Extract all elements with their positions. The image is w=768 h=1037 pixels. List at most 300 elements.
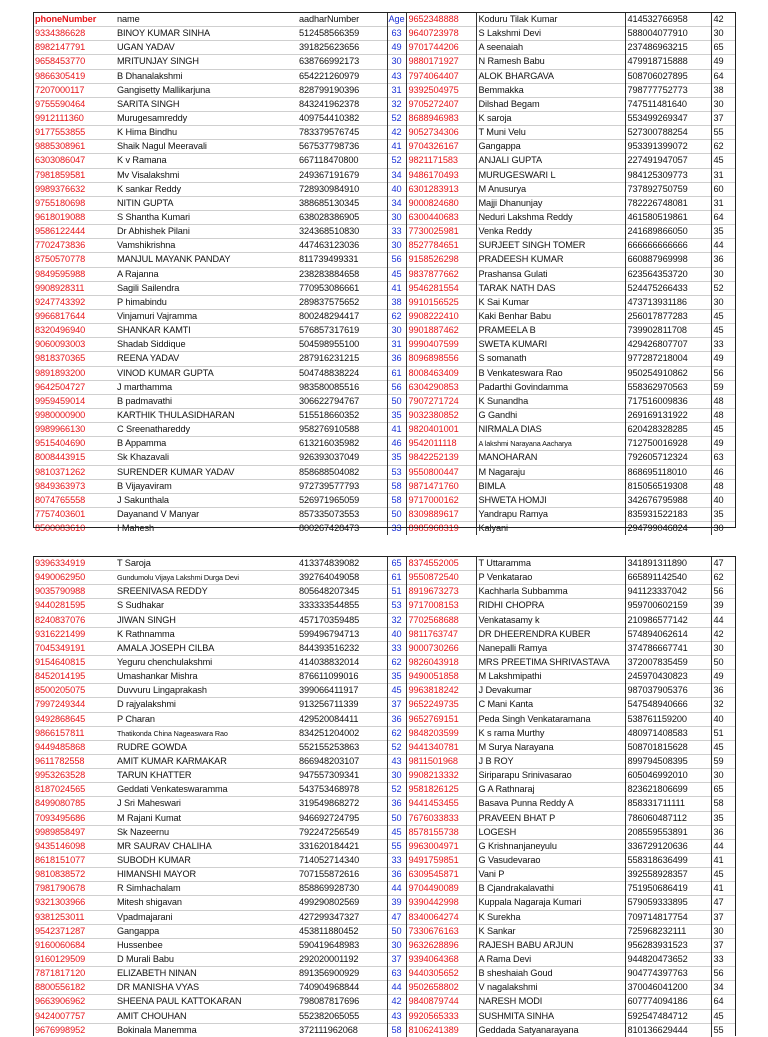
aadhar-cell-right: 623564353720 bbox=[625, 267, 711, 281]
aadhar-cell: 504748838224 bbox=[297, 366, 387, 380]
aadhar-cell-right: 725968232111 bbox=[625, 924, 711, 938]
phone-cell: 9490062950 bbox=[33, 571, 115, 585]
age-cell-right: 40 bbox=[711, 712, 736, 726]
phone-cell-right: 8008463409 bbox=[406, 366, 476, 380]
table-row bbox=[33, 825, 736, 839]
phone-cell: 9586122444 bbox=[33, 225, 115, 239]
table-row bbox=[33, 698, 736, 712]
aadhar-cell: 811739499331 bbox=[297, 253, 387, 267]
table-row bbox=[33, 479, 736, 493]
phone-cell-right: 9848203599 bbox=[406, 726, 476, 740]
phone-cell: 7702473836 bbox=[33, 239, 115, 253]
name-cell-right: SWETA KUMARI bbox=[476, 338, 625, 352]
name-cell-right: C Mani Kanta bbox=[476, 698, 625, 712]
name-cell: K sankar Reddy bbox=[115, 182, 297, 196]
aadhar-cell-right: 461580519861 bbox=[625, 210, 711, 224]
name-cell-right: M Surya Narayana bbox=[476, 740, 625, 754]
age-cell: 33 bbox=[387, 641, 406, 655]
aadhar-cell-right: 607774094186 bbox=[625, 995, 711, 1009]
name-cell-right: Dilshad Begam bbox=[476, 97, 625, 111]
table-row bbox=[33, 1009, 736, 1023]
records-table-top bbox=[33, 12, 736, 535]
name-cell-right: BIMLA bbox=[476, 479, 625, 493]
name-cell-right: K Sai Kumar bbox=[476, 295, 625, 309]
aadhar-cell-right: 414532766958 bbox=[625, 13, 711, 27]
phone-cell-right: 9811501968 bbox=[406, 754, 476, 768]
phone-cell: 7997249344 bbox=[33, 698, 115, 712]
aadhar-cell: 590419648983 bbox=[297, 938, 387, 952]
phone-cell: 9912111360 bbox=[33, 111, 115, 125]
name-cell-right: MURUGESWARI L bbox=[476, 168, 625, 182]
table-row bbox=[33, 408, 736, 422]
age-cell-right: 47 bbox=[711, 896, 736, 910]
name-cell-right: Venkatasamy k bbox=[476, 613, 625, 627]
phone-cell: 9755590464 bbox=[33, 97, 115, 111]
name-cell: M Rajani Kumat bbox=[115, 811, 297, 825]
table-row bbox=[33, 111, 736, 125]
age-cell: 30 bbox=[387, 55, 406, 69]
name-cell: Vpadmajarani bbox=[115, 910, 297, 924]
age-cell: 52 bbox=[387, 783, 406, 797]
aadhar-cell-right: 987037905376 bbox=[625, 684, 711, 698]
name-cell: MRITUNJAY SINGH bbox=[115, 55, 297, 69]
phone-cell: 9676998952 bbox=[33, 1023, 115, 1037]
table-row bbox=[33, 571, 736, 585]
name-cell-right: LOGESH bbox=[476, 825, 625, 839]
phone-cell-right: 9652249735 bbox=[406, 698, 476, 712]
phone-cell: 9849595988 bbox=[33, 267, 115, 281]
phone-cell: 9492868645 bbox=[33, 712, 115, 726]
name-cell: Vinjamuri Vajramma bbox=[115, 309, 297, 323]
age-cell-right: 64 bbox=[711, 210, 736, 224]
table-row bbox=[33, 281, 736, 295]
aadhar-cell-right: 660887969998 bbox=[625, 253, 711, 267]
phone-cell: 9154640815 bbox=[33, 655, 115, 669]
age-cell-right: 56 bbox=[711, 967, 736, 981]
aadhar-cell-right: 709714817754 bbox=[625, 910, 711, 924]
aadhar-cell-right: 815056519308 bbox=[625, 479, 711, 493]
name-cell: S Sudhakar bbox=[115, 599, 297, 613]
phone-cell: 9618019088 bbox=[33, 210, 115, 224]
aadhar-cell-right: 868695118010 bbox=[625, 465, 711, 479]
table-row bbox=[33, 182, 736, 196]
name-cell-right: P Venkatarao bbox=[476, 571, 625, 585]
phone-cell: 8750570778 bbox=[33, 253, 115, 267]
table-row bbox=[33, 811, 736, 825]
aadhar-cell-right: 342676795988 bbox=[625, 493, 711, 507]
phone-cell-right: 9158526298 bbox=[406, 253, 476, 267]
aadhar-cell-right: 751950686419 bbox=[625, 882, 711, 896]
aadhar-cell: 388685130345 bbox=[297, 196, 387, 210]
table-row bbox=[33, 585, 736, 599]
table-row bbox=[33, 783, 736, 797]
phone-cell: 9953263528 bbox=[33, 769, 115, 783]
age-cell-right: 42 bbox=[711, 13, 736, 27]
table-row bbox=[33, 613, 736, 627]
age-cell-right: 30 bbox=[711, 27, 736, 41]
aadhar-cell: 947557309341 bbox=[297, 769, 387, 783]
table-row bbox=[33, 366, 736, 380]
phone-cell: 9160129509 bbox=[33, 952, 115, 966]
aadhar-cell: 447463123036 bbox=[297, 239, 387, 253]
table-row bbox=[33, 684, 736, 698]
name-cell: K Hima Bindhu bbox=[115, 126, 297, 140]
phone-cell: 8452014195 bbox=[33, 670, 115, 684]
name-cell: Bokinala Manemma bbox=[115, 1023, 297, 1037]
name-cell-right: Kuppala Nagaraja Kumari bbox=[476, 896, 625, 910]
aadhar-cell-right: 227491947057 bbox=[625, 154, 711, 168]
age-cell: 49 bbox=[387, 41, 406, 55]
age-cell-right: 45 bbox=[711, 324, 736, 338]
name-cell: Hussenbee bbox=[115, 938, 297, 952]
table-row bbox=[33, 41, 736, 55]
age-cell: 62 bbox=[387, 726, 406, 740]
aadhar-cell: 858688504082 bbox=[297, 465, 387, 479]
age-cell-right: 63 bbox=[711, 451, 736, 465]
age-cell-right: 39 bbox=[711, 599, 736, 613]
phone-cell-right: 9908222410 bbox=[406, 309, 476, 323]
name-cell-right: Padarthi Govindamma bbox=[476, 380, 625, 394]
aadhar-cell-right: 341891311890 bbox=[625, 557, 711, 571]
aadhar-cell: 958276910588 bbox=[297, 423, 387, 437]
age-cell-right: 46 bbox=[711, 465, 736, 479]
name-cell-right: PRADEESH KUMAR bbox=[476, 253, 625, 267]
aadhar-cell-right: 904774397763 bbox=[625, 967, 711, 981]
age-cell-right: 58 bbox=[711, 797, 736, 811]
phone-cell-right: 9390442998 bbox=[406, 896, 476, 910]
phone-cell-right: 9704490089 bbox=[406, 882, 476, 896]
phone-cell-right: 9963004971 bbox=[406, 839, 476, 853]
age-cell-right: 40 bbox=[711, 493, 736, 507]
age-cell-right: 30 bbox=[711, 267, 736, 281]
age-cell: 45 bbox=[387, 267, 406, 281]
age-cell-right: 45 bbox=[711, 309, 736, 323]
table-row bbox=[33, 324, 736, 338]
table-row bbox=[33, 670, 736, 684]
age-cell: 50 bbox=[387, 507, 406, 521]
name-cell: Gangisetty Mallikarjuna bbox=[115, 83, 297, 97]
name-cell: Duvvuru Lingaprakash bbox=[115, 684, 297, 698]
phone-cell: 7093495686 bbox=[33, 811, 115, 825]
age-cell-right: 42 bbox=[711, 627, 736, 641]
table-row bbox=[33, 126, 736, 140]
phone-cell: 8008443915 bbox=[33, 451, 115, 465]
age-cell-right: 55 bbox=[711, 1023, 736, 1037]
age-cell-right: 30 bbox=[711, 522, 736, 536]
aadhar-cell: 858869928730 bbox=[297, 882, 387, 896]
age-cell-right: 51 bbox=[711, 726, 736, 740]
name-cell: NITIN GUPTA bbox=[115, 196, 297, 210]
table-row bbox=[33, 338, 736, 352]
aadhar-cell: 292020001192 bbox=[297, 952, 387, 966]
age-cell: 31 bbox=[387, 83, 406, 97]
phone-cell: 9966817644 bbox=[33, 309, 115, 323]
name-cell: Dr Abhishek Pilani bbox=[115, 225, 297, 239]
age-cell-right: 30 bbox=[711, 295, 736, 309]
phone-cell: 8618151077 bbox=[33, 853, 115, 867]
phone-cell-right: 8578155738 bbox=[406, 825, 476, 839]
aadhar-cell: 512458566359 bbox=[297, 27, 387, 41]
name-cell-right: G Krishnanjaneyulu bbox=[476, 839, 625, 853]
aadhar-cell-right: 666666666666 bbox=[625, 239, 711, 253]
phone-cell: 8982147791 bbox=[33, 41, 115, 55]
name-cell: Murugesamreddy bbox=[115, 111, 297, 125]
age-cell: 40 bbox=[387, 627, 406, 641]
name-cell-right: V nagalakshmi bbox=[476, 981, 625, 995]
age-cell-right: 45 bbox=[711, 154, 736, 168]
name-cell-right: Basava Punna Reddy A bbox=[476, 797, 625, 811]
table-row bbox=[33, 154, 736, 168]
table-row bbox=[33, 253, 736, 267]
table-row bbox=[33, 952, 736, 966]
phone-cell: 9316221499 bbox=[33, 627, 115, 641]
table-row bbox=[33, 507, 736, 521]
table-row bbox=[33, 599, 736, 613]
table-row bbox=[33, 83, 736, 97]
age-cell-right: 50 bbox=[711, 655, 736, 669]
name-cell-right: Geddada Satyanarayana bbox=[476, 1023, 625, 1037]
aadhar-cell: 876611099016 bbox=[297, 670, 387, 684]
phone-cell-right: 9490051858 bbox=[406, 670, 476, 684]
age-cell: 30 bbox=[387, 210, 406, 224]
phone-cell: 6303086047 bbox=[33, 154, 115, 168]
aadhar-cell: 324368510830 bbox=[297, 225, 387, 239]
phone-cell-right: 9908213332 bbox=[406, 769, 476, 783]
phone-cell: 8074765558 bbox=[33, 493, 115, 507]
phone-cell-right: 8106241389 bbox=[406, 1023, 476, 1037]
age-cell-right: 60 bbox=[711, 182, 736, 196]
age-cell: 44 bbox=[387, 882, 406, 896]
aadhar-cell-right: 620428328285 bbox=[625, 423, 711, 437]
aadhar-cell-right: 374786667741 bbox=[625, 641, 711, 655]
aadhar-cell: 576857317619 bbox=[297, 324, 387, 338]
phone-cell-right: 9963818242 bbox=[406, 684, 476, 698]
age-cell-right: 56 bbox=[711, 585, 736, 599]
name-cell: RUDRE GOWDA bbox=[115, 740, 297, 754]
name-cell: Dayanand V Manyar bbox=[115, 507, 297, 521]
phone-cell-right: 9486170493 bbox=[406, 168, 476, 182]
phone-cell: 8320496940 bbox=[33, 324, 115, 338]
phone-cell: 7045349191 bbox=[33, 641, 115, 655]
aadhar-cell-right: 508701815628 bbox=[625, 740, 711, 754]
name-cell-right: Venka Reddy bbox=[476, 225, 625, 239]
aadhar-cell: 866948203107 bbox=[297, 754, 387, 768]
age-cell: 30 bbox=[387, 938, 406, 952]
age-cell: 32 bbox=[387, 613, 406, 627]
table-row bbox=[33, 210, 736, 224]
phone-cell: 9989376632 bbox=[33, 182, 115, 196]
age-cell-right: 35 bbox=[711, 811, 736, 825]
age-cell: 39 bbox=[387, 896, 406, 910]
phone-cell: 9810838572 bbox=[33, 868, 115, 882]
phone-cell: 9663906962 bbox=[33, 995, 115, 1009]
name-cell-right: SURJEET SINGH TOMER bbox=[476, 239, 625, 253]
table-row bbox=[33, 910, 736, 924]
phone-cell-right: 9491759851 bbox=[406, 853, 476, 867]
name-cell: Geddati Venkateswaramma bbox=[115, 783, 297, 797]
age-cell: 55 bbox=[387, 839, 406, 853]
name-cell: R Simhachalam bbox=[115, 882, 297, 896]
phone-cell: 9849363973 bbox=[33, 479, 115, 493]
table-row bbox=[33, 839, 736, 853]
aadhar-cell: 238283884658 bbox=[297, 267, 387, 281]
aadhar-cell-right: 588004077910 bbox=[625, 27, 711, 41]
name-cell: Shaik Nagul Meeravali bbox=[115, 140, 297, 154]
phone-cell-right: 9550800447 bbox=[406, 465, 476, 479]
table-row bbox=[33, 380, 736, 394]
phone-cell-right: 9000730266 bbox=[406, 641, 476, 655]
age-cell-right: 45 bbox=[711, 423, 736, 437]
aadhar-cell: 913256711339 bbox=[297, 698, 387, 712]
aadhar-cell-right: 237486963215 bbox=[625, 41, 711, 55]
age-cell: 45 bbox=[387, 684, 406, 698]
phone-cell: 9435146098 bbox=[33, 839, 115, 853]
age-cell: 45 bbox=[387, 825, 406, 839]
phone-cell-right: 7730025981 bbox=[406, 225, 476, 239]
aadhar-cell-right: 241689866050 bbox=[625, 225, 711, 239]
phone-cell-right: 9880171927 bbox=[406, 55, 476, 69]
phone-cell: 7871817120 bbox=[33, 967, 115, 981]
table-row bbox=[33, 423, 736, 437]
name-cell-right: SHWETA HOMJI bbox=[476, 493, 625, 507]
phone-cell: 9611782558 bbox=[33, 754, 115, 768]
name-cell-right: Peda Singh Venkataramana bbox=[476, 712, 625, 726]
table-row bbox=[33, 352, 736, 366]
table-row bbox=[33, 69, 736, 83]
phone-cell: 9959459014 bbox=[33, 394, 115, 408]
name-cell: B Dhanalakshmi bbox=[115, 69, 297, 83]
aadhar-cell-right: 256017877283 bbox=[625, 309, 711, 323]
age-cell-right: 65 bbox=[711, 41, 736, 55]
name-cell-right: Bemmakka bbox=[476, 83, 625, 97]
aadhar-cell: 972739577793 bbox=[297, 479, 387, 493]
age-cell: 53 bbox=[387, 599, 406, 613]
phone-cell-right: 9542011118 bbox=[406, 437, 476, 451]
name-cell: JIWAN SINGH bbox=[115, 613, 297, 627]
phone-cell-right: 9441340781 bbox=[406, 740, 476, 754]
age-cell-right: 37 bbox=[711, 938, 736, 952]
aadhar-cell-right: 392558928357 bbox=[625, 868, 711, 882]
aadhar-cell: 289837575652 bbox=[297, 295, 387, 309]
name-cell-right: MANOHARAN bbox=[476, 451, 625, 465]
aadhar-cell: 331620184421 bbox=[297, 839, 387, 853]
age-cell-right: 31 bbox=[711, 168, 736, 182]
age-cell-right: 34 bbox=[711, 981, 736, 995]
name-cell-right: Siriparapu Srinivasarao bbox=[476, 769, 625, 783]
age-cell: 63 bbox=[387, 967, 406, 981]
aadhar-cell-right: 558318636499 bbox=[625, 853, 711, 867]
phone-cell: 9035790988 bbox=[33, 585, 115, 599]
name-cell: AMIT CHOUHAN bbox=[115, 1009, 297, 1023]
aadhar-cell-right: 823621806699 bbox=[625, 783, 711, 797]
age-cell-right: 65 bbox=[711, 783, 736, 797]
table-row bbox=[33, 924, 736, 938]
age-cell: 31 bbox=[387, 338, 406, 352]
table-row bbox=[33, 557, 736, 571]
aadhar-cell-right: 480971408583 bbox=[625, 726, 711, 740]
age-cell: 35 bbox=[387, 670, 406, 684]
age-cell-right: 64 bbox=[711, 69, 736, 83]
aadhar-cell: 805648207345 bbox=[297, 585, 387, 599]
age-cell: 61 bbox=[387, 571, 406, 585]
table-row bbox=[33, 1023, 736, 1037]
age-cell: 33 bbox=[387, 853, 406, 867]
name-cell-right: J Devakumar bbox=[476, 684, 625, 698]
age-cell: 36 bbox=[387, 797, 406, 811]
age-cell: 43 bbox=[387, 754, 406, 768]
phone-cell: 9885308961 bbox=[33, 140, 115, 154]
name-cell-right: A lakshmi Narayana Aacharya bbox=[476, 437, 625, 451]
aadhar-cell: 613216035982 bbox=[297, 437, 387, 451]
aadhar-cell-right: 786060487112 bbox=[625, 811, 711, 825]
aadhar-cell: 599496794713 bbox=[297, 627, 387, 641]
table-row bbox=[33, 196, 736, 210]
age-cell: 43 bbox=[387, 69, 406, 83]
age-cell-right: 49 bbox=[711, 437, 736, 451]
aadhar-cell: 926393037049 bbox=[297, 451, 387, 465]
name-cell-right: Yandrapu Ramya bbox=[476, 507, 625, 521]
name-cell-right: PRAVEEN BHAT P bbox=[476, 811, 625, 825]
name-cell-right: K Surekha bbox=[476, 910, 625, 924]
name-cell: Thatikonda China Nageaswara Rao bbox=[115, 726, 297, 740]
age-cell-right: 31 bbox=[711, 196, 736, 210]
aadhar-cell-right: 479918715888 bbox=[625, 55, 711, 69]
phone-cell-right: 9581826125 bbox=[406, 783, 476, 797]
aadhar-cell: aadharNumber bbox=[297, 13, 387, 27]
name-cell: Sagili Sailendra bbox=[115, 281, 297, 295]
name-cell: A Rajanna bbox=[115, 267, 297, 281]
phone-cell: 7981790678 bbox=[33, 882, 115, 896]
phone-cell: 9810371262 bbox=[33, 465, 115, 479]
phone-cell: 9060093003 bbox=[33, 338, 115, 352]
name-cell: TARUN KHATTER bbox=[115, 769, 297, 783]
phone-cell-right: 6300440683 bbox=[406, 210, 476, 224]
name-cell: I Mahesh bbox=[115, 522, 297, 536]
name-cell: Mv Visalakshmi bbox=[115, 168, 297, 182]
aadhar-cell: 844393516232 bbox=[297, 641, 387, 655]
name-cell-right: Majji Dhanunjay bbox=[476, 196, 625, 210]
age-cell-right: 48 bbox=[711, 408, 736, 422]
aadhar-cell: 783379576745 bbox=[297, 126, 387, 140]
aadhar-cell: 946692724795 bbox=[297, 811, 387, 825]
age-cell-right: 38 bbox=[711, 83, 736, 97]
age-cell-right: 35 bbox=[711, 507, 736, 521]
age-cell-right: 37 bbox=[711, 111, 736, 125]
aadhar-cell-right: 665891142540 bbox=[625, 571, 711, 585]
age-cell-right: 45 bbox=[711, 868, 736, 882]
phone-cell-right: 9837877662 bbox=[406, 267, 476, 281]
aadhar-cell-right: 370046041200 bbox=[625, 981, 711, 995]
phone-cell-right: 9704326167 bbox=[406, 140, 476, 154]
phone-cell-right: 9705272407 bbox=[406, 97, 476, 111]
table-row bbox=[33, 981, 736, 995]
table-row bbox=[33, 740, 736, 754]
name-cell: D rajyalakshmi bbox=[115, 698, 297, 712]
phone-cell: 9989858497 bbox=[33, 825, 115, 839]
name-cell: C Sreenathareddy bbox=[115, 423, 297, 437]
aadhar-cell-right: 527300788254 bbox=[625, 126, 711, 140]
age-cell-right: 36 bbox=[711, 825, 736, 839]
age-cell: 43 bbox=[387, 1009, 406, 1023]
table-row bbox=[33, 55, 736, 69]
age-cell: 41 bbox=[387, 281, 406, 295]
phone-cell-right: 9821171583 bbox=[406, 154, 476, 168]
age-cell: 52 bbox=[387, 740, 406, 754]
age-cell: 52 bbox=[387, 111, 406, 125]
table-row bbox=[33, 995, 736, 1009]
phone-cell-right: 7330676163 bbox=[406, 924, 476, 938]
age-cell: 37 bbox=[387, 698, 406, 712]
